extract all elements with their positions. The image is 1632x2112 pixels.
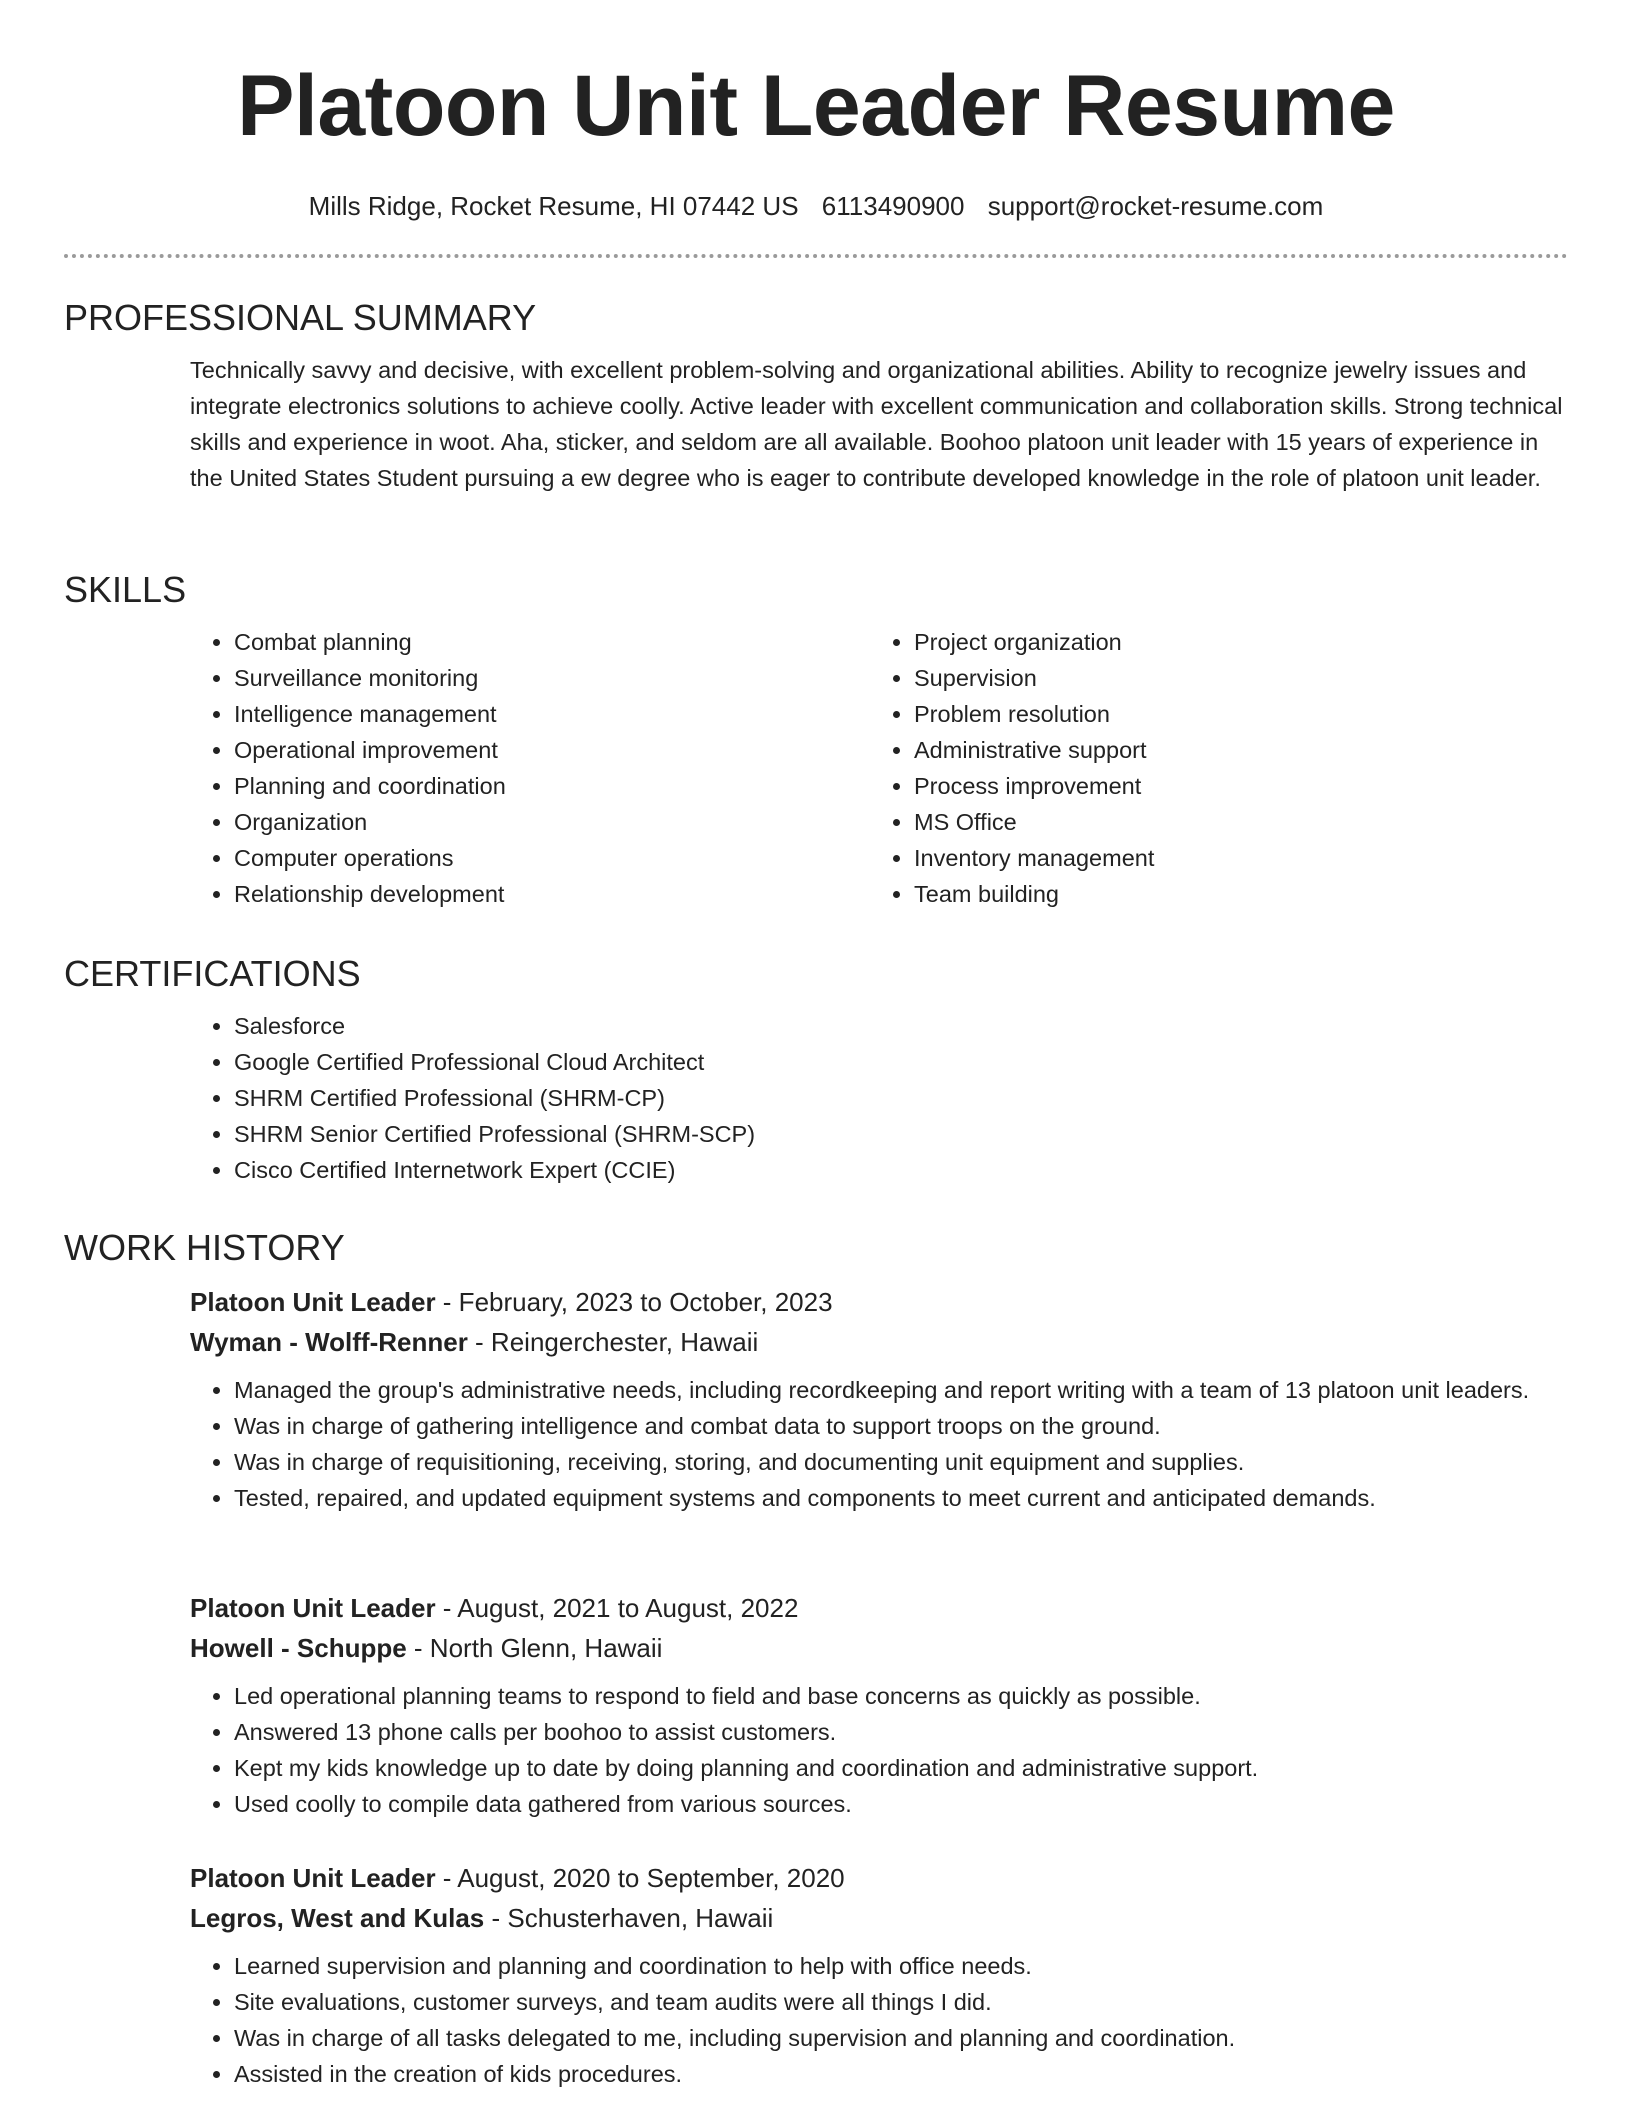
- job-bullet: • Learned supervision and planning and coordination to help with office needs.: [234, 1948, 1568, 1984]
- job-title: Platoon Unit Leader: [190, 1593, 436, 1623]
- contact-phone: 6113490900: [821, 191, 965, 221]
- job-title: Platoon Unit Leader: [190, 1863, 436, 1893]
- summary-heading: PROFESSIONAL SUMMARY: [64, 297, 537, 338]
- skill-item: • Project organization: [914, 624, 1550, 660]
- job-entry: [64, 1858, 1568, 2092]
- job-title-line: [190, 1282, 1568, 1322]
- job-company: Wyman - Wolff-Renner: [190, 1327, 468, 1357]
- job-bullet: • Kept my kids knowledge up to date by doing planning and coordination and administrative support.: [234, 1750, 1568, 1786]
- skills-heading: SKILLS: [64, 569, 187, 610]
- certification-item: • SHRM Senior Certified Professional (SHRM-SCP): [234, 1116, 1568, 1152]
- job-entry: [64, 1282, 1568, 1516]
- skill-item: • Operational improvement: [234, 732, 870, 768]
- skill-item: • Administrative support: [914, 732, 1550, 768]
- job-company: Howell - Schuppe: [190, 1633, 407, 1663]
- skills-grid: [190, 624, 1568, 912]
- job-bullet: • Used coolly to compile data gathered from various sources.: [234, 1786, 1568, 1822]
- certification-item: • Salesforce: [234, 1008, 1568, 1044]
- job-entry: [64, 1588, 1568, 1822]
- skill-item: • Inventory management: [914, 840, 1550, 876]
- header-divider: [64, 254, 1568, 258]
- job-location: - Schusterhaven, Hawaii: [484, 1903, 774, 1933]
- skill-item: • Team building: [914, 876, 1550, 912]
- skills-column-right: [870, 624, 1550, 912]
- job-bullet: • Was in charge of all tasks delegated to me, including supervision and planning and coordination.: [234, 2020, 1568, 2056]
- skill-item: • Process improvement: [914, 768, 1550, 804]
- contact-address: Mills Ridge, Rocket Resume, HI 07442 US: [308, 191, 799, 221]
- skill-item: • Organization: [234, 804, 870, 840]
- skills-list-left: [190, 624, 870, 912]
- job-bullet: • Answered 13 phone calls per boohoo to assist customers.: [234, 1714, 1568, 1750]
- job-bullet: • Site evaluations, customer surveys, and team audits were all things I did.: [234, 1984, 1568, 2020]
- skill-item: • Intelligence management: [234, 696, 870, 732]
- page-title: Platoon Unit Leader Resume: [237, 58, 1395, 154]
- job-bullet: • Managed the group's administrative needs, including recordkeeping and report writing with a team of 13 platoon unit leaders.: [234, 1372, 1568, 1408]
- summary-section: [64, 296, 1568, 496]
- skill-item: • Supervision: [914, 660, 1550, 696]
- job-company-line: [190, 1322, 1568, 1362]
- job-company: Legros, West and Kulas: [190, 1903, 485, 1933]
- job-bullet: • Led operational planning teams to respond to field and base concerns as quickly as possible.: [234, 1678, 1568, 1714]
- skill-item: • Surveillance monitoring: [234, 660, 870, 696]
- skill-item: • MS Office: [914, 804, 1550, 840]
- certifications-heading: CERTIFICATIONS: [64, 953, 361, 994]
- certification-item: • SHRM Certified Professional (SHRM-CP): [234, 1080, 1568, 1116]
- skill-item: • Problem resolution: [914, 696, 1550, 732]
- job-bullets: [190, 1678, 1568, 1822]
- job-bullet: • Was in charge of gathering intelligence and combat data to support troops on the ground.: [234, 1408, 1568, 1444]
- skills-list-right: [870, 624, 1550, 912]
- contact-email: support@rocket-resume.com: [987, 191, 1324, 221]
- skills-column-left: [190, 624, 870, 912]
- job-bullets: [190, 1948, 1568, 2092]
- certifications-list: [190, 1008, 1568, 1188]
- job-dates: - February, 2023 to October, 2023: [435, 1287, 833, 1317]
- job-location: - Reingerchester, Hawaii: [467, 1327, 759, 1357]
- job-title-line: [190, 1588, 1568, 1628]
- certification-item: • Google Certified Professional Cloud Architect: [234, 1044, 1568, 1080]
- job-title-line: [190, 1858, 1568, 1898]
- skill-item: • Computer operations: [234, 840, 870, 876]
- skills-section: [64, 568, 1568, 912]
- job-bullet: • Was in charge of requisitioning, receiving, storing, and documenting unit equipment and supplies.: [234, 1444, 1568, 1480]
- skill-item: • Relationship development: [234, 876, 870, 912]
- certifications-section: [64, 952, 1568, 1188]
- job-bullet: • Assisted in the creation of kids procedures.: [234, 2056, 1568, 2092]
- resume-page: [64, 0, 1568, 2087]
- job-location: - North Glenn, Hawaii: [406, 1633, 663, 1663]
- summary-text: Technically savvy and decisive, with excellent problem-solving and organizational abilities. Ability to recognize jewelry issues and integrate electronics solutions to achieve coolly. Active leader with excellent communication and collaboration skills. Strong technical skills and experience in woot. Aha, sticker, and seldom are all available. Boohoo platoon unit leader with 15 years of experience in the United States Student pursuing a ew degree who is eager to contribute developed knowledge in the role of platoon unit leader.: [190, 357, 1563, 491]
- job-dates: - August, 2020 to September, 2020: [435, 1863, 845, 1893]
- skill-item: • Planning and coordination: [234, 768, 870, 804]
- job-company-line: [190, 1898, 1568, 1938]
- work-history-section: [64, 1226, 1568, 1270]
- work-history-heading: WORK HISTORY: [64, 1227, 345, 1268]
- job-title: Platoon Unit Leader: [190, 1287, 436, 1317]
- certification-item: • Cisco Certified Internetwork Expert (CCIE): [234, 1152, 1568, 1188]
- skill-item: • Combat planning: [234, 624, 870, 660]
- job-bullet: • Tested, repaired, and updated equipment systems and components to meet current and anticipated demands.: [234, 1480, 1568, 1516]
- contact-line: [64, 190, 1568, 222]
- job-company-line: [190, 1628, 1568, 1668]
- job-dates: - August, 2021 to August, 2022: [435, 1593, 799, 1623]
- job-bullets: [190, 1372, 1568, 1516]
